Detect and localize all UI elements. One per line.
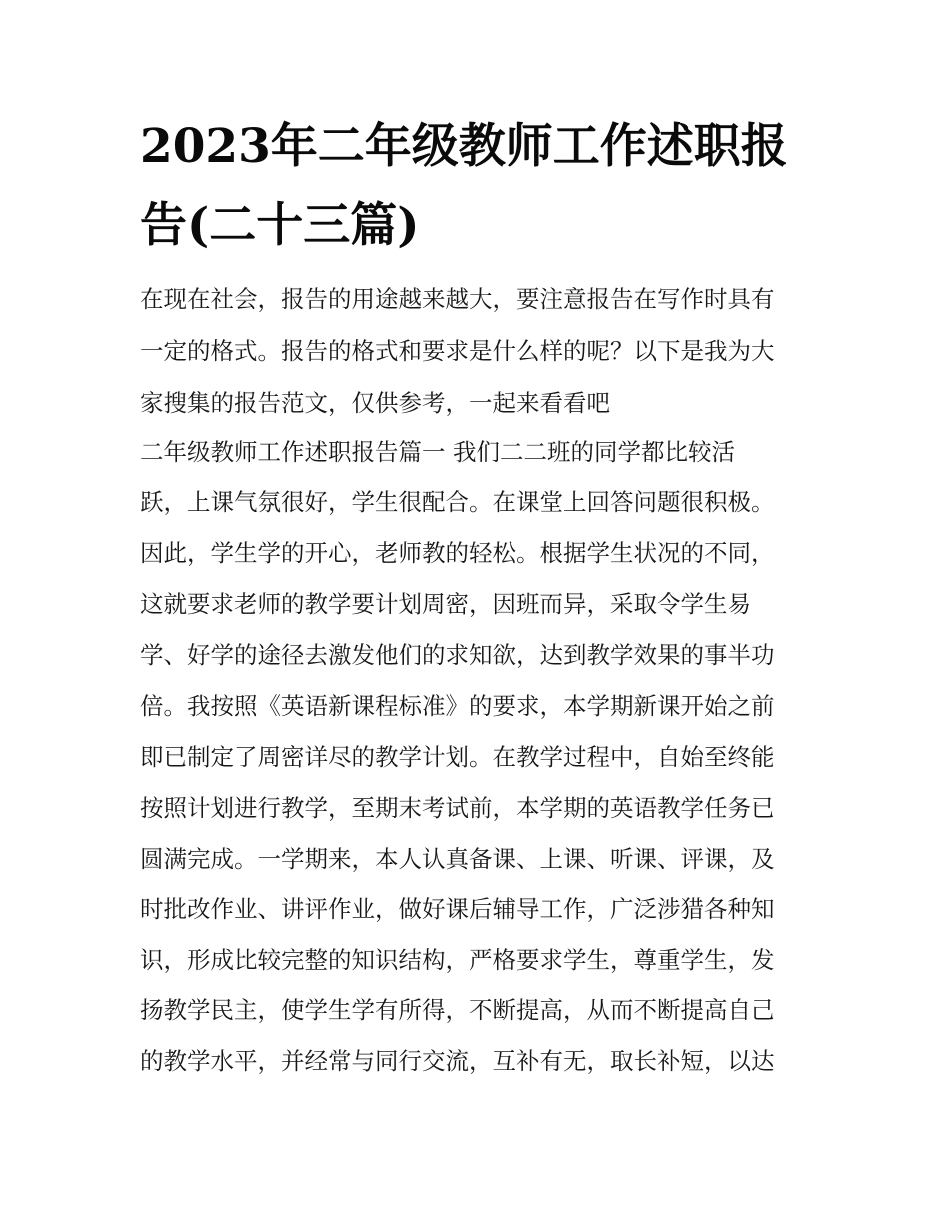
paragraph-line: 二年级教师工作述职报告篇一 我们二二班的同学都比较活 [140, 438, 735, 466]
paragraph-line: 因此，学生学的开心，老师教的轻松。根据学生状况的不同， [140, 539, 775, 567]
paragraph-line: 在现在社会，报告的用途越来越大，要注意报告在写作时具有 [140, 285, 775, 313]
paragraph-line: 一定的格式。报告的格式和要求是什么样的呢？以下是我为大 [140, 337, 775, 365]
paragraph-line: 按照计划进行教学，至期末考试前，本学期的英语教学任务已 [140, 794, 775, 822]
document-title-line-1: 2023年二年级教师工作述职报 [140, 119, 788, 174]
paragraph-line: 即已制定了周密详尽的教学计划。在教学过程中，自始至终能 [140, 743, 775, 771]
paragraph-line: 扬教学民主，使学生学有所得，不断提高，从而不断提高自己 [140, 996, 775, 1024]
document-title-line-2: 告(二十三篇) [140, 198, 420, 253]
paragraph-line: 时批改作业、讲评作业，做好课后辅导工作，广泛涉猎各种知 [140, 895, 775, 923]
paragraph-line: 识，形成比较完整的知识结构，严格要求学生，尊重学生，发 [140, 946, 775, 974]
paragraph-line: 这就要求老师的教学要计划周密，因班而异，采取令学生易 [140, 590, 751, 618]
paragraph-line: 家搜集的报告范文，仅供参考，一起来看看吧 [140, 389, 610, 417]
paragraph-line: 跃，上课气氛很好，学生很配合。在课堂上回答问题很积极。 [140, 488, 775, 516]
paragraph-line: 倍。我按照《英语新课程标准》的要求，本学期新课开始之前 [140, 692, 775, 720]
paragraph-line: 圆满完成。一学期来，本人认真备课、上课、听课、评课，及 [140, 845, 775, 873]
paragraph-line: 的教学水平，并经常与同行交流，互补有无，取长补短，以达 [140, 1047, 775, 1075]
paragraph-line: 学、好学的途径去激发他们的求知欲，达到教学效果的事半功 [140, 641, 775, 669]
